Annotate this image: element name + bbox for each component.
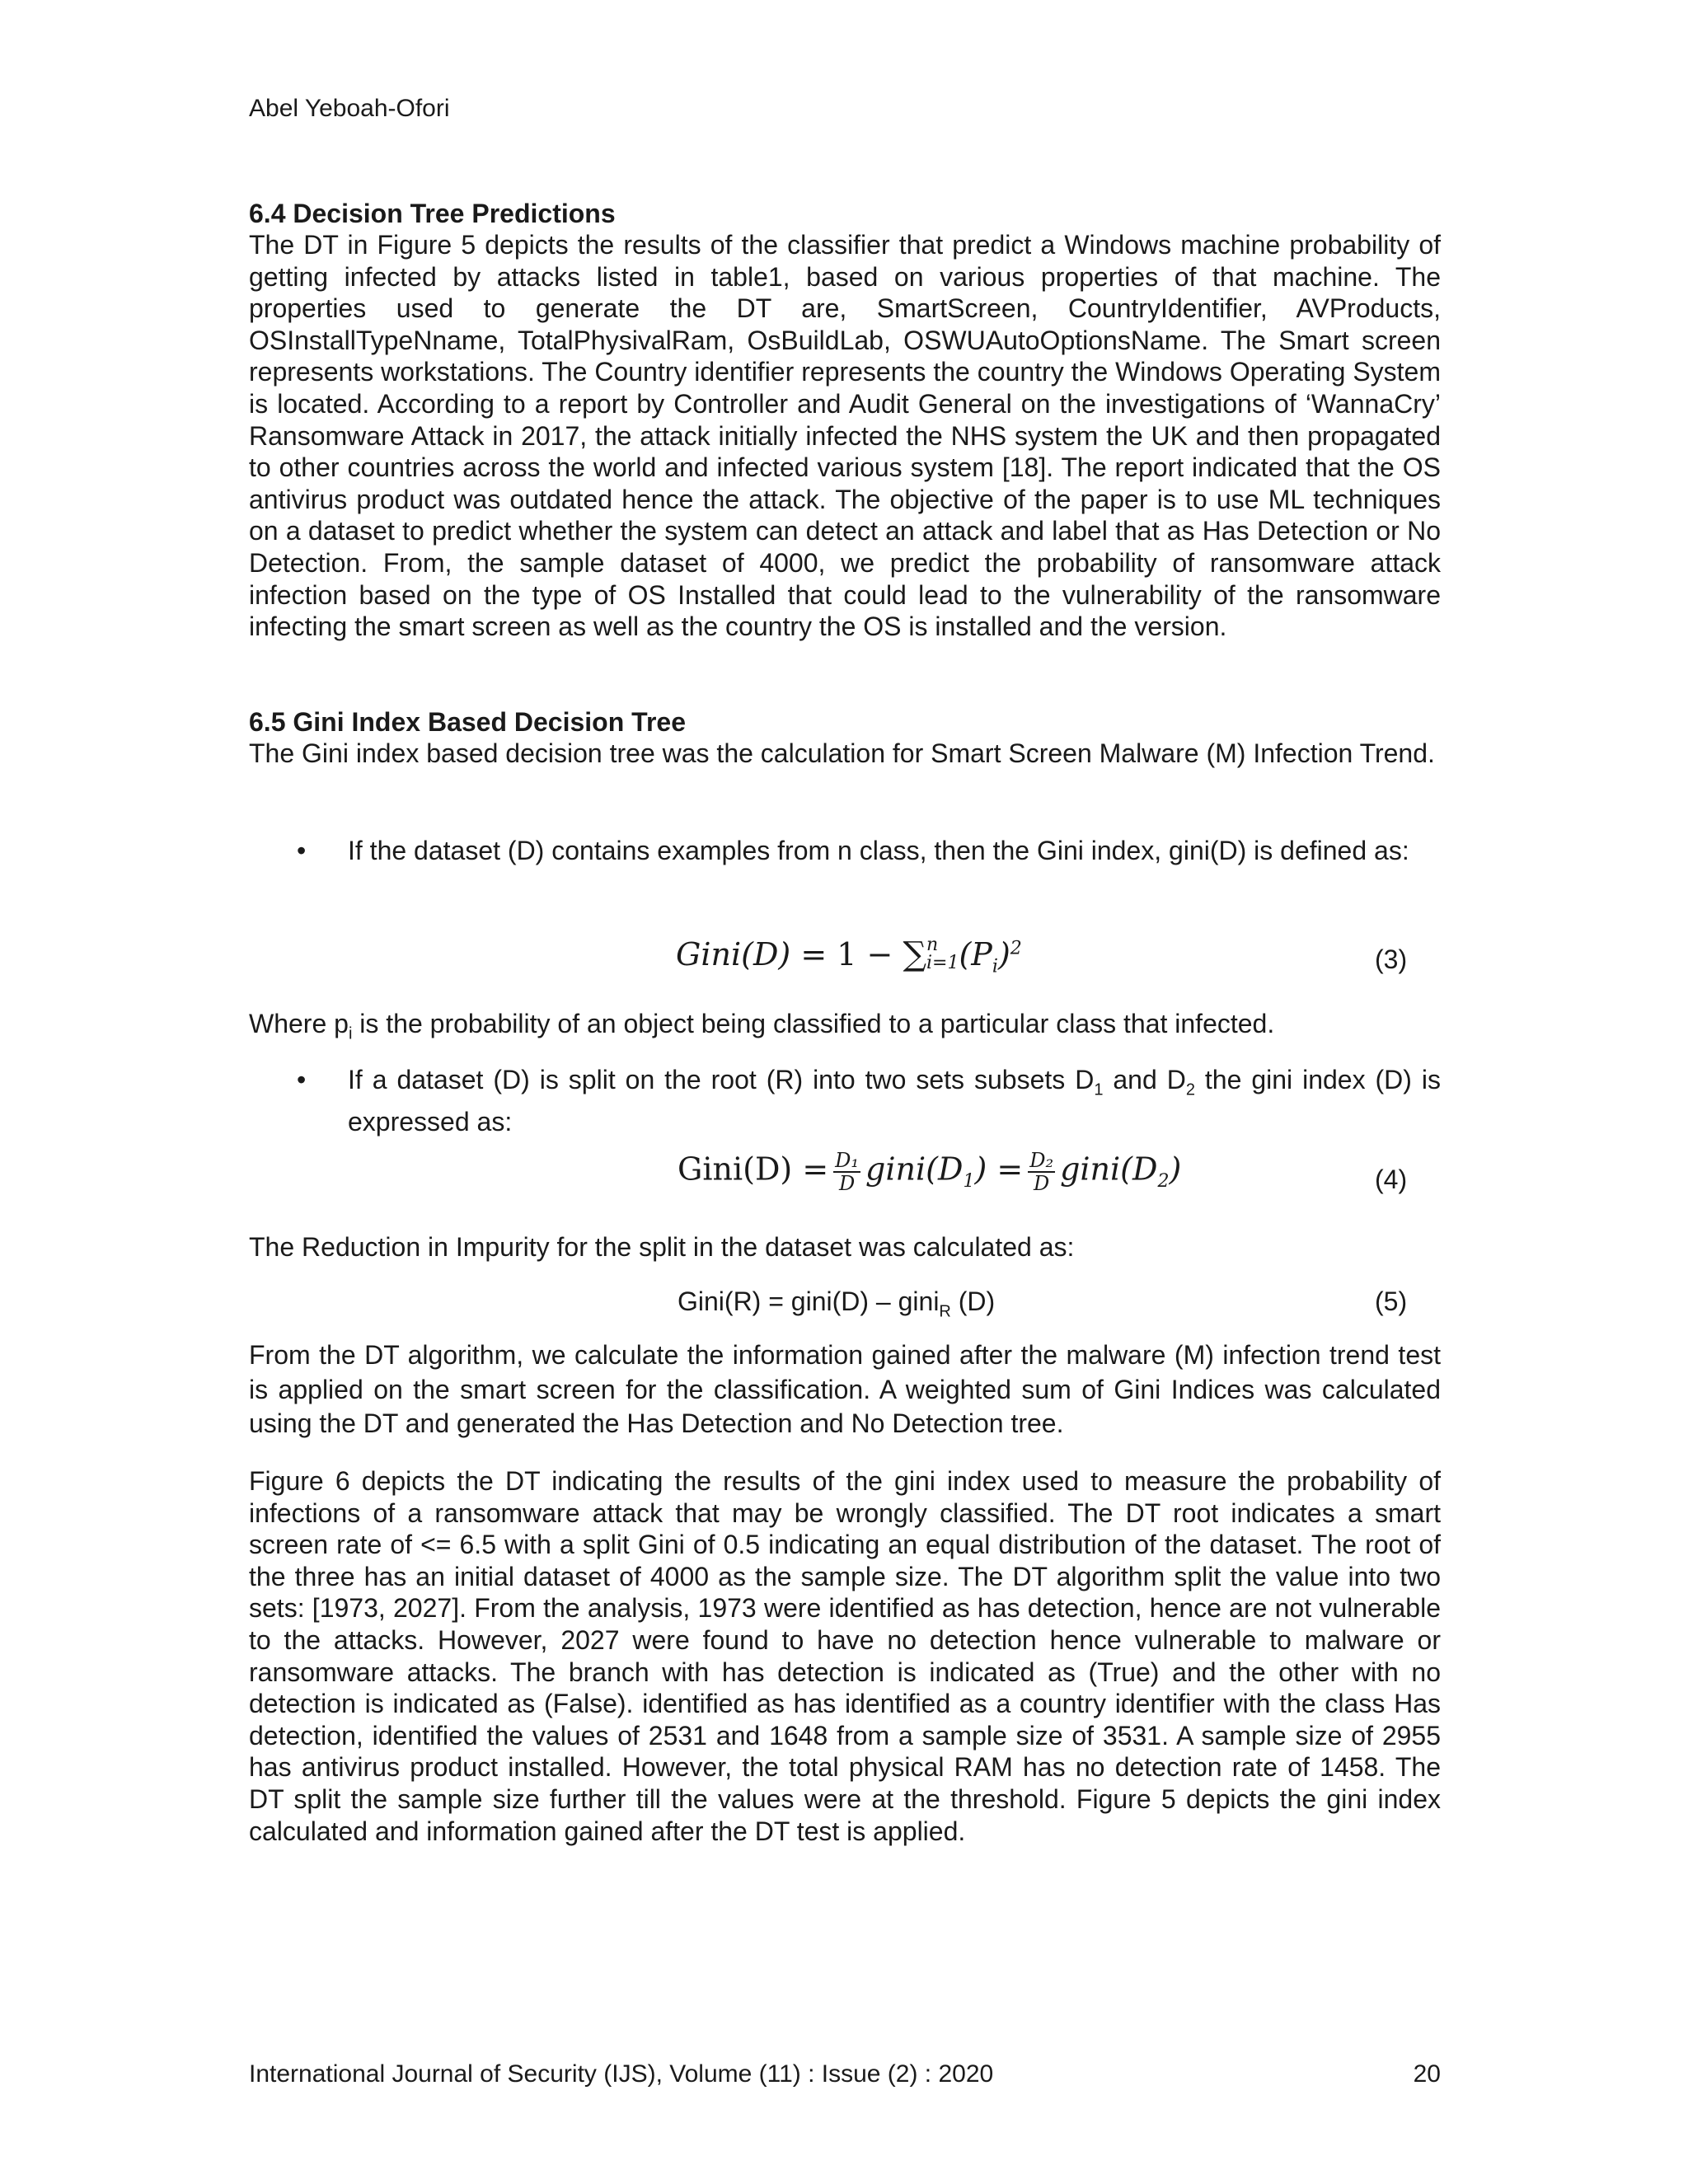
where-text: Where p (249, 1009, 349, 1038)
section-heading: 6.5 Gini Index Based Decision Tree (249, 707, 686, 737)
equation-number: (5) (1375, 1286, 1408, 1316)
reduction-line (249, 1231, 1441, 1263)
equation-number: (3) (1375, 944, 1408, 974)
where-subscript: i (348, 1024, 353, 1043)
section-6-4 (249, 198, 1441, 643)
dt-paragraph (249, 1338, 1441, 1441)
bullet-icon: • (297, 836, 307, 865)
equation-number: (4) (1375, 1165, 1408, 1194)
equation-5: Gini(R) = gini(D) – gini$_R$ (D) (678, 1286, 996, 1321)
equation-3: Gini(D) = 1 − ∑ n i=1 $(P_i)^2$ (676, 934, 1022, 977)
bullet-icon: • (297, 1065, 307, 1094)
page-footer (249, 2060, 1441, 2088)
bullet-text: If the dataset (D) contains examples from n class, then the Gini index, gini(D) is defined as: (348, 836, 1409, 865)
where-text-rest: is the probability of an object being classified to a particular class that infected. (352, 1009, 1275, 1038)
paragraph: The Reduction in Impurity for the split in the dataset was calculated as: (249, 1232, 1075, 1262)
section-heading: 6.4 Decision Tree Predictions (249, 199, 616, 228)
journal-citation: International Journal of Security (IJS), Volume (11) : Issue (2) : 2020 (249, 2060, 994, 2088)
bullet-text: If a dataset (D) is split on the root (R) into two sets subsets $D_1$ and $D_2$ the gini index (D) is expressed as: (348, 1065, 1442, 1137)
paragraph: From the DT algorithm, we calculate the information gained after the malware (M) infection trend test is applied on the smart screen for the classification. A weighted sum of Gini Indices was calculated using the DT and generated the Has Detection and No Detection tree. (249, 1340, 1441, 1438)
running-header-author: Abel Yeboah-Ofori (249, 95, 450, 122)
paragraph: The Gini index based decision tree was the calculation for Smart Screen Malware (M) Infection Trend. (249, 738, 1435, 768)
paragraph: The DT in Figure 5 depicts the results of the classifier that predict a Windows machine probability of getting infected by attacks listed in table1, based on various properties of that machine. The properties used to generate the DT are, SmartScreen, CountryIdentifier, AVProducts, OSInstallTypeNname, TotalPhysivalRam, OsBuildLab, OSWUAutoOptionsName. The Smart screen represents workstations. The Country identifier represents the country the Windows Operating System is located. According to a report by Controller and Audit General on the investigations of ‘WannaCry’ Ransomware Attack in 2017, the attack initially infected the NHS system the UK and then propagated to other countries across the world and infected various system [18]. The report indicated that the OS antivirus product was outdated hence the attack. The objective of the paper is to use ML techniques on a dataset to predict whether the system can detect an attack and label that as Has Detection or No Detection. From, the sample dataset of 4000, we predict the probability of ransomware attack infection based on the type of OS Installed that could lead to the vulnerability of the ransomware infecting the smart screen as well as the country the OS is installed and the version. (249, 230, 1441, 642)
equation-4: Gini(D) = $\frac{\text{D₁}}{D}$ $gini(D_1)$ = $\frac{\text{D₂}}{D}$ $gini(D_2)$ (678, 1149, 1182, 1195)
section-6-5 (249, 706, 1441, 770)
figure6-paragraph (249, 1465, 1441, 1847)
paragraph: Figure 6 depicts the DT indicating the results of the gini index used to measure the probability of infections of a ransomware attack that may be wrongly classified. The DT root indicates a smart screen rate of <= 6.5 with a split Gini of 0.5 indicating an equal distribution of the dataset. The root of the three has an initial dataset of 4000 as the sample size. The DT algorithm split the value into two sets: [1973, 2027]. From the analysis, 1973 were identified as has detection, hence are not vulnerable to the attacks. However, 2027 were found to have no detection hence vulnerable to malware or ransomware attacks. The branch with has detection is indicated as (True) and the other with no detection is indicated as (False). identified as has identified as a country identifier with the class Has detection, identified the values of 2531 and 1648 from a sample size of 3531. A sample size of 2955 has antivirus product installed. However, the total physical RAM has no detection rate of 1458. The DT split the sample size further till the values were at the threshold. Figure 5 depicts the gini index calculated and information gained after the DT test is applied. (249, 1466, 1441, 1846)
where-line (249, 1008, 1441, 1050)
page-number: 20 (1413, 2060, 1441, 2088)
